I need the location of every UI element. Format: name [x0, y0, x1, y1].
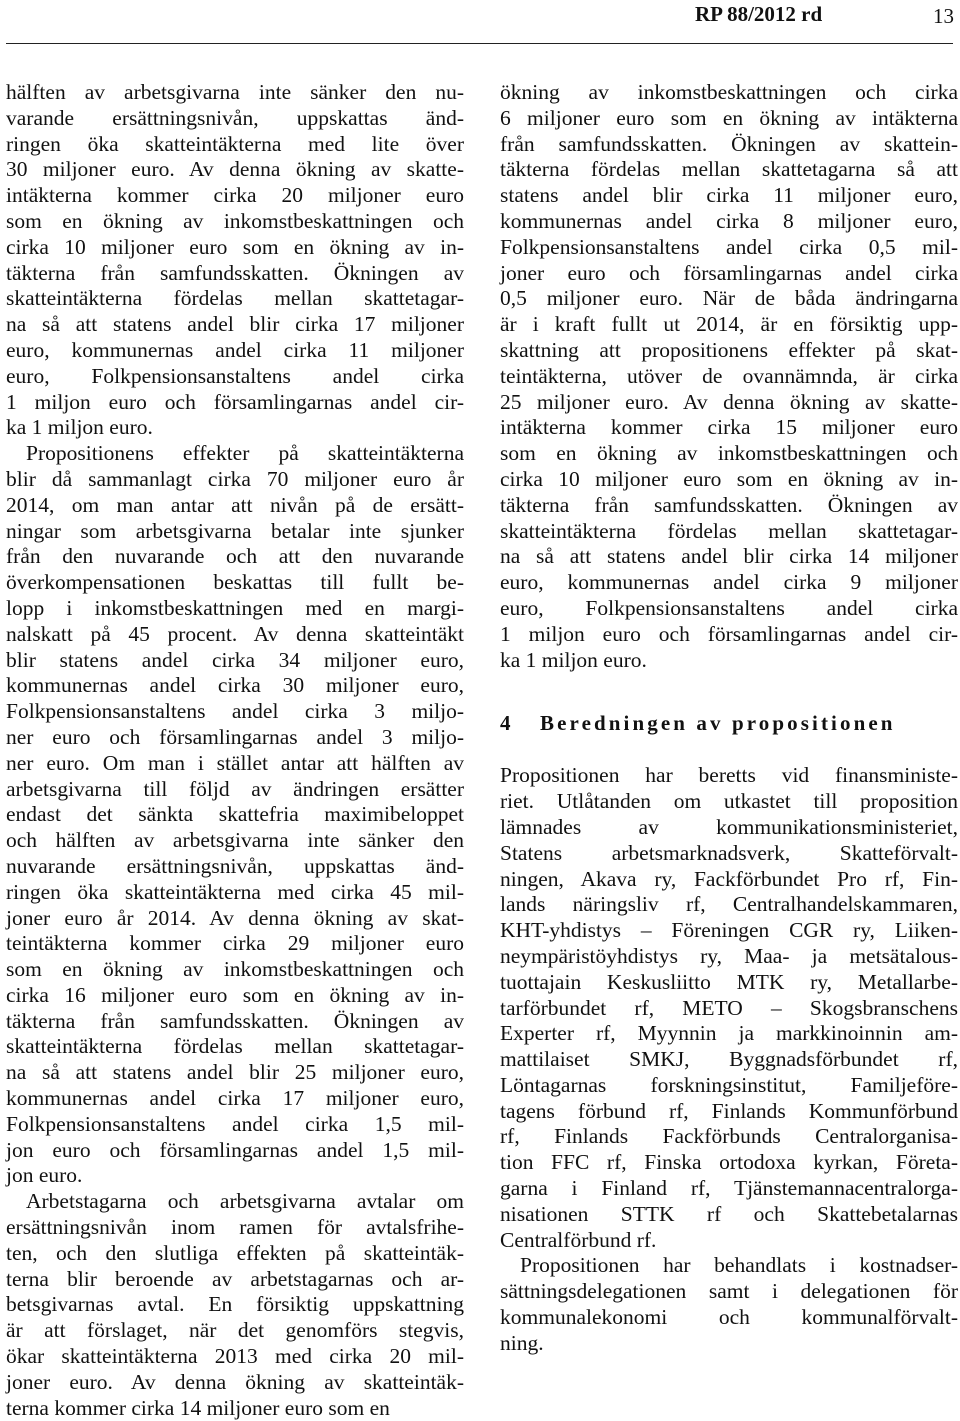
- text-line: tuottajain Keskusliitto MTK ry, Metallarbe-: [500, 969, 958, 994]
- text-line: terna blir beroende av arbetstagarnas och ar-: [6, 1266, 464, 1291]
- text-line: euro, Folkpensionsanstaltens andel cirka: [6, 363, 464, 388]
- text-line: tagens förbund rf, Finlands Kommunförbund: [500, 1098, 958, 1123]
- text-line: ökar skatteintäkterna 2013 med cirka 20 mil-: [6, 1344, 464, 1369]
- text-line: ringen öka skatteintäkterna med lite över: [6, 131, 464, 156]
- text-line: täkterna fördelas mellan skattetagarna så att: [500, 157, 958, 182]
- text-line: ningar som arbetsgivarna betalar inte sjunker: [6, 518, 464, 543]
- text-line: ka 1 miljon euro.: [500, 647, 647, 672]
- text-line: joner euro år 2014. Av denna ökning av skat-: [6, 905, 464, 930]
- text-line: jon euro och församlingarnas andel 1,5 mil-: [6, 1137, 464, 1162]
- text-line: kommunernas andel cirka 17 miljoner euro,: [6, 1086, 464, 1111]
- text-line: från den nuvarande och att den nuvarande: [6, 544, 464, 569]
- text-line: rf, Finlands Fackförbunds Centralorganisa-: [500, 1124, 958, 1149]
- text-line: nuvarande ersättningsnivån, uppskattas änd-: [6, 853, 464, 878]
- text-line: nisationen STTK rf och Skattebetalarnas: [500, 1201, 958, 1226]
- text-line: na så att statens andel blir cirka 14 miljoner: [500, 544, 958, 569]
- text-line: euro, kommunernas andel cirka 11 miljoner: [6, 337, 464, 362]
- page-number: 13: [933, 4, 954, 28]
- text-line: kommunalekonomi och kommunalförvalt-: [500, 1305, 958, 1330]
- paragraph: [500, 763, 958, 1253]
- text-line: intäkterna kommer cirka 15 miljoner euro: [500, 415, 958, 440]
- text-line: som en ökning av inkomstbeskattningen och: [6, 208, 464, 233]
- text-line: täkterna från samfundsskatten. Ökningen av: [6, 1008, 464, 1033]
- text-line: mattilaiset SMKJ, Byggnadsförbundet rf,: [500, 1047, 958, 1072]
- paragraph: [500, 80, 958, 673]
- paragraph: [6, 80, 464, 441]
- text-line: 6 miljoner euro som en ökning av intäkterna: [500, 105, 958, 130]
- section-heading: [500, 711, 958, 737]
- text-line: intäkterna kommer cirka 20 miljoner euro: [6, 183, 464, 208]
- text-line: som en ökning av inkomstbeskattningen och: [6, 957, 464, 982]
- right-column-body-after: [500, 763, 958, 1356]
- text-line: riet. Utlåtanden om utkastet till proposition: [500, 789, 958, 814]
- text-line: teintäkterna, utöver de ovannämnda, är cirka: [500, 363, 958, 388]
- text-line: 2014, om man antar att nivån på de ersätt-: [6, 492, 464, 517]
- text-line: skatteintäkterna fördelas mellan skattetagar-: [500, 518, 958, 543]
- text-line: från samfundsskatten. Ökningen av skattein-: [500, 131, 958, 156]
- text-line: cirka 16 miljoner euro som en ökning av in-: [6, 982, 464, 1007]
- text-line: KHT-yhdistys – Föreningen CGR ry, Liiken-: [500, 918, 958, 943]
- text-line: Arbetstagarna och arbetsgivarna avtalar om: [26, 1189, 464, 1214]
- text-line: terna kommer cirka 14 miljoner euro som en: [6, 1395, 390, 1420]
- text-line: lopp i inkomstbeskattningen med en margi-: [6, 595, 464, 620]
- text-line: Propositionens effekter på skatteintäkterna: [26, 441, 464, 466]
- text-line: sättningsdelegationen samt i delegationen för: [500, 1279, 958, 1304]
- document-header-title: RP 88/2012 rd: [695, 2, 823, 26]
- text-line: Propositionen har beretts vid finansministe-: [500, 763, 958, 788]
- text-line: statens andel blir cirka 11 miljoner euro,: [500, 183, 958, 208]
- text-line: ökning av inkomstbeskattningen och cirka: [500, 80, 958, 104]
- text-line: garna i Finland rf, Tjänstemannacentralorga-: [500, 1176, 958, 1201]
- paragraph: [6, 441, 464, 1189]
- text-line: Propositionen har behandlats i kostnadser-: [520, 1253, 958, 1278]
- section-heading-number: 4: [500, 711, 511, 736]
- text-line: ner euro. Om man i stället antar att hälften av: [6, 750, 464, 775]
- text-line: kommunernas andel cirka 30 miljoner euro,: [6, 673, 464, 698]
- text-line: 0,5 miljoner euro. När de båda ändringarna: [500, 286, 958, 311]
- text-line: skatteintäkterna fördelas mellan skattetagar-: [6, 1034, 464, 1059]
- text-line: ning.: [500, 1330, 544, 1355]
- text-line: varande ersättningsnivån, uppskattas änd-: [6, 105, 464, 130]
- text-line: ten, och den slutliga effekten på skatteintäk-: [6, 1240, 464, 1265]
- text-line: tion FFC rf, Finska ortodoxa kyrkan, Företa-: [500, 1150, 958, 1175]
- text-line: Folkpensionsanstaltens andel cirka 3 miljo-: [6, 699, 464, 724]
- text-line: täkterna från samfundsskatten. Ökningen av: [500, 492, 958, 517]
- left-column: [6, 80, 464, 1421]
- text-line: Centralförbund rf.: [500, 1227, 657, 1252]
- text-line: 30 miljoner euro. Av denna ökning av skatte-: [6, 157, 464, 182]
- header-divider: [6, 43, 953, 44]
- text-line: ner euro och församlingarnas andel 3 miljo-: [6, 724, 464, 749]
- text-line: Experter rf, Myynnin ja markkinoinnin am-: [500, 1021, 958, 1046]
- text-line: 1 miljon euro och församlingarnas andel cir-: [500, 621, 958, 646]
- text-line: lämnades av kommunikationsministeriet,: [500, 814, 958, 839]
- text-line: blir statens andel cirka 34 miljoner euro,: [6, 647, 464, 672]
- text-line: ersättningsnivån inom ramen för avtalsfrihe-: [6, 1215, 464, 1240]
- text-line: och hälften av arbetsgivarna inte sänker den: [6, 828, 464, 853]
- text-line: skattning att propositionens effekter på skat-: [500, 337, 958, 362]
- text-line: jon euro.: [6, 1163, 83, 1188]
- paragraph: [500, 1253, 958, 1356]
- text-line: endast det sänkta skattefria maximibeloppet: [6, 802, 464, 827]
- text-line: neympäristöyhdistys ry, Maa- ja metsätalous-: [500, 943, 958, 968]
- text-line: blir då sammanlagt cirka 70 miljoner euro år: [6, 466, 464, 491]
- paragraph: [6, 1189, 464, 1421]
- text-line: betsgivarnas avtal. En försiktig uppskattning: [6, 1292, 464, 1317]
- text-line: kommunernas andel cirka 8 miljoner euro,: [500, 208, 958, 233]
- text-line: hälften av arbetsgivarna inte sänker den nu-: [6, 80, 464, 104]
- text-line: ka 1 miljon euro.: [6, 415, 153, 440]
- text-line: cirka 10 miljoner euro som en ökning av in-: [500, 466, 958, 491]
- text-line: nalskatt på 45 procent. Av denna skatteintäkt: [6, 621, 464, 646]
- text-line: na så att statens andel blir 25 miljoner euro,: [6, 1060, 464, 1085]
- text-line: cirka 10 miljoner euro som en ökning av in-: [6, 234, 464, 259]
- text-line: överkompensationen beskattas till fullt be-: [6, 570, 464, 595]
- text-line: Statens arbetsmarknadsverk, Skatteförvalt-: [500, 840, 958, 865]
- text-line: skatteintäkterna fördelas mellan skattetagar-: [6, 286, 464, 311]
- text-line: joner euro och församlingarnas andel cirka: [500, 260, 958, 285]
- section-heading-title: Beredningen av propositionen: [540, 711, 896, 736]
- text-line: Folkpensionsanstaltens andel cirka 0,5 mil-: [500, 234, 958, 259]
- text-line: teintäkterna kommer cirka 29 miljoner euro: [6, 931, 464, 956]
- text-line: täkterna från samfundsskatten. Ökningen av: [6, 260, 464, 285]
- text-line: ningen, Akava ry, Fackförbundet Pro rf, Fin-: [500, 866, 958, 891]
- text-line: som en ökning av inkomstbeskattningen och: [500, 441, 958, 466]
- text-line: ringen öka skatteintäkterna med cirka 45 mil-: [6, 879, 464, 904]
- text-line: 25 miljoner euro. Av denna ökning av skatte-: [500, 389, 958, 414]
- text-line: är i kraft fullt ut 2014, är en försiktig upp-: [500, 312, 958, 337]
- text-line: joner euro. Av denna ökning av skatteintäk-: [6, 1369, 464, 1394]
- text-line: Löntagarnas forskningsinstitut, Familjeföre-: [500, 1072, 958, 1097]
- text-line: lands näringsliv rf, Centralhandelskammaren,: [500, 892, 958, 917]
- text-line: är att förslaget, när det genomförs stegvis,: [6, 1318, 464, 1343]
- text-line: 1 miljon euro och församlingarnas andel cir-: [6, 389, 464, 414]
- text-line: euro, Folkpensionsanstaltens andel cirka: [500, 595, 958, 620]
- text-line: arbetsgivarna till följd av ändringen ersätter: [6, 776, 464, 801]
- right-column-body-before: [500, 80, 958, 673]
- right-column: [500, 80, 958, 1357]
- text-line: tarförbundet rf, METO – Skogsbranschens: [500, 995, 958, 1020]
- text-line: Folkpensionsanstaltens andel cirka 1,5 mil-: [6, 1111, 464, 1136]
- text-line: euro, kommunernas andel cirka 9 miljoner: [500, 570, 958, 595]
- text-line: na så att statens andel blir cirka 17 miljoner: [6, 312, 464, 337]
